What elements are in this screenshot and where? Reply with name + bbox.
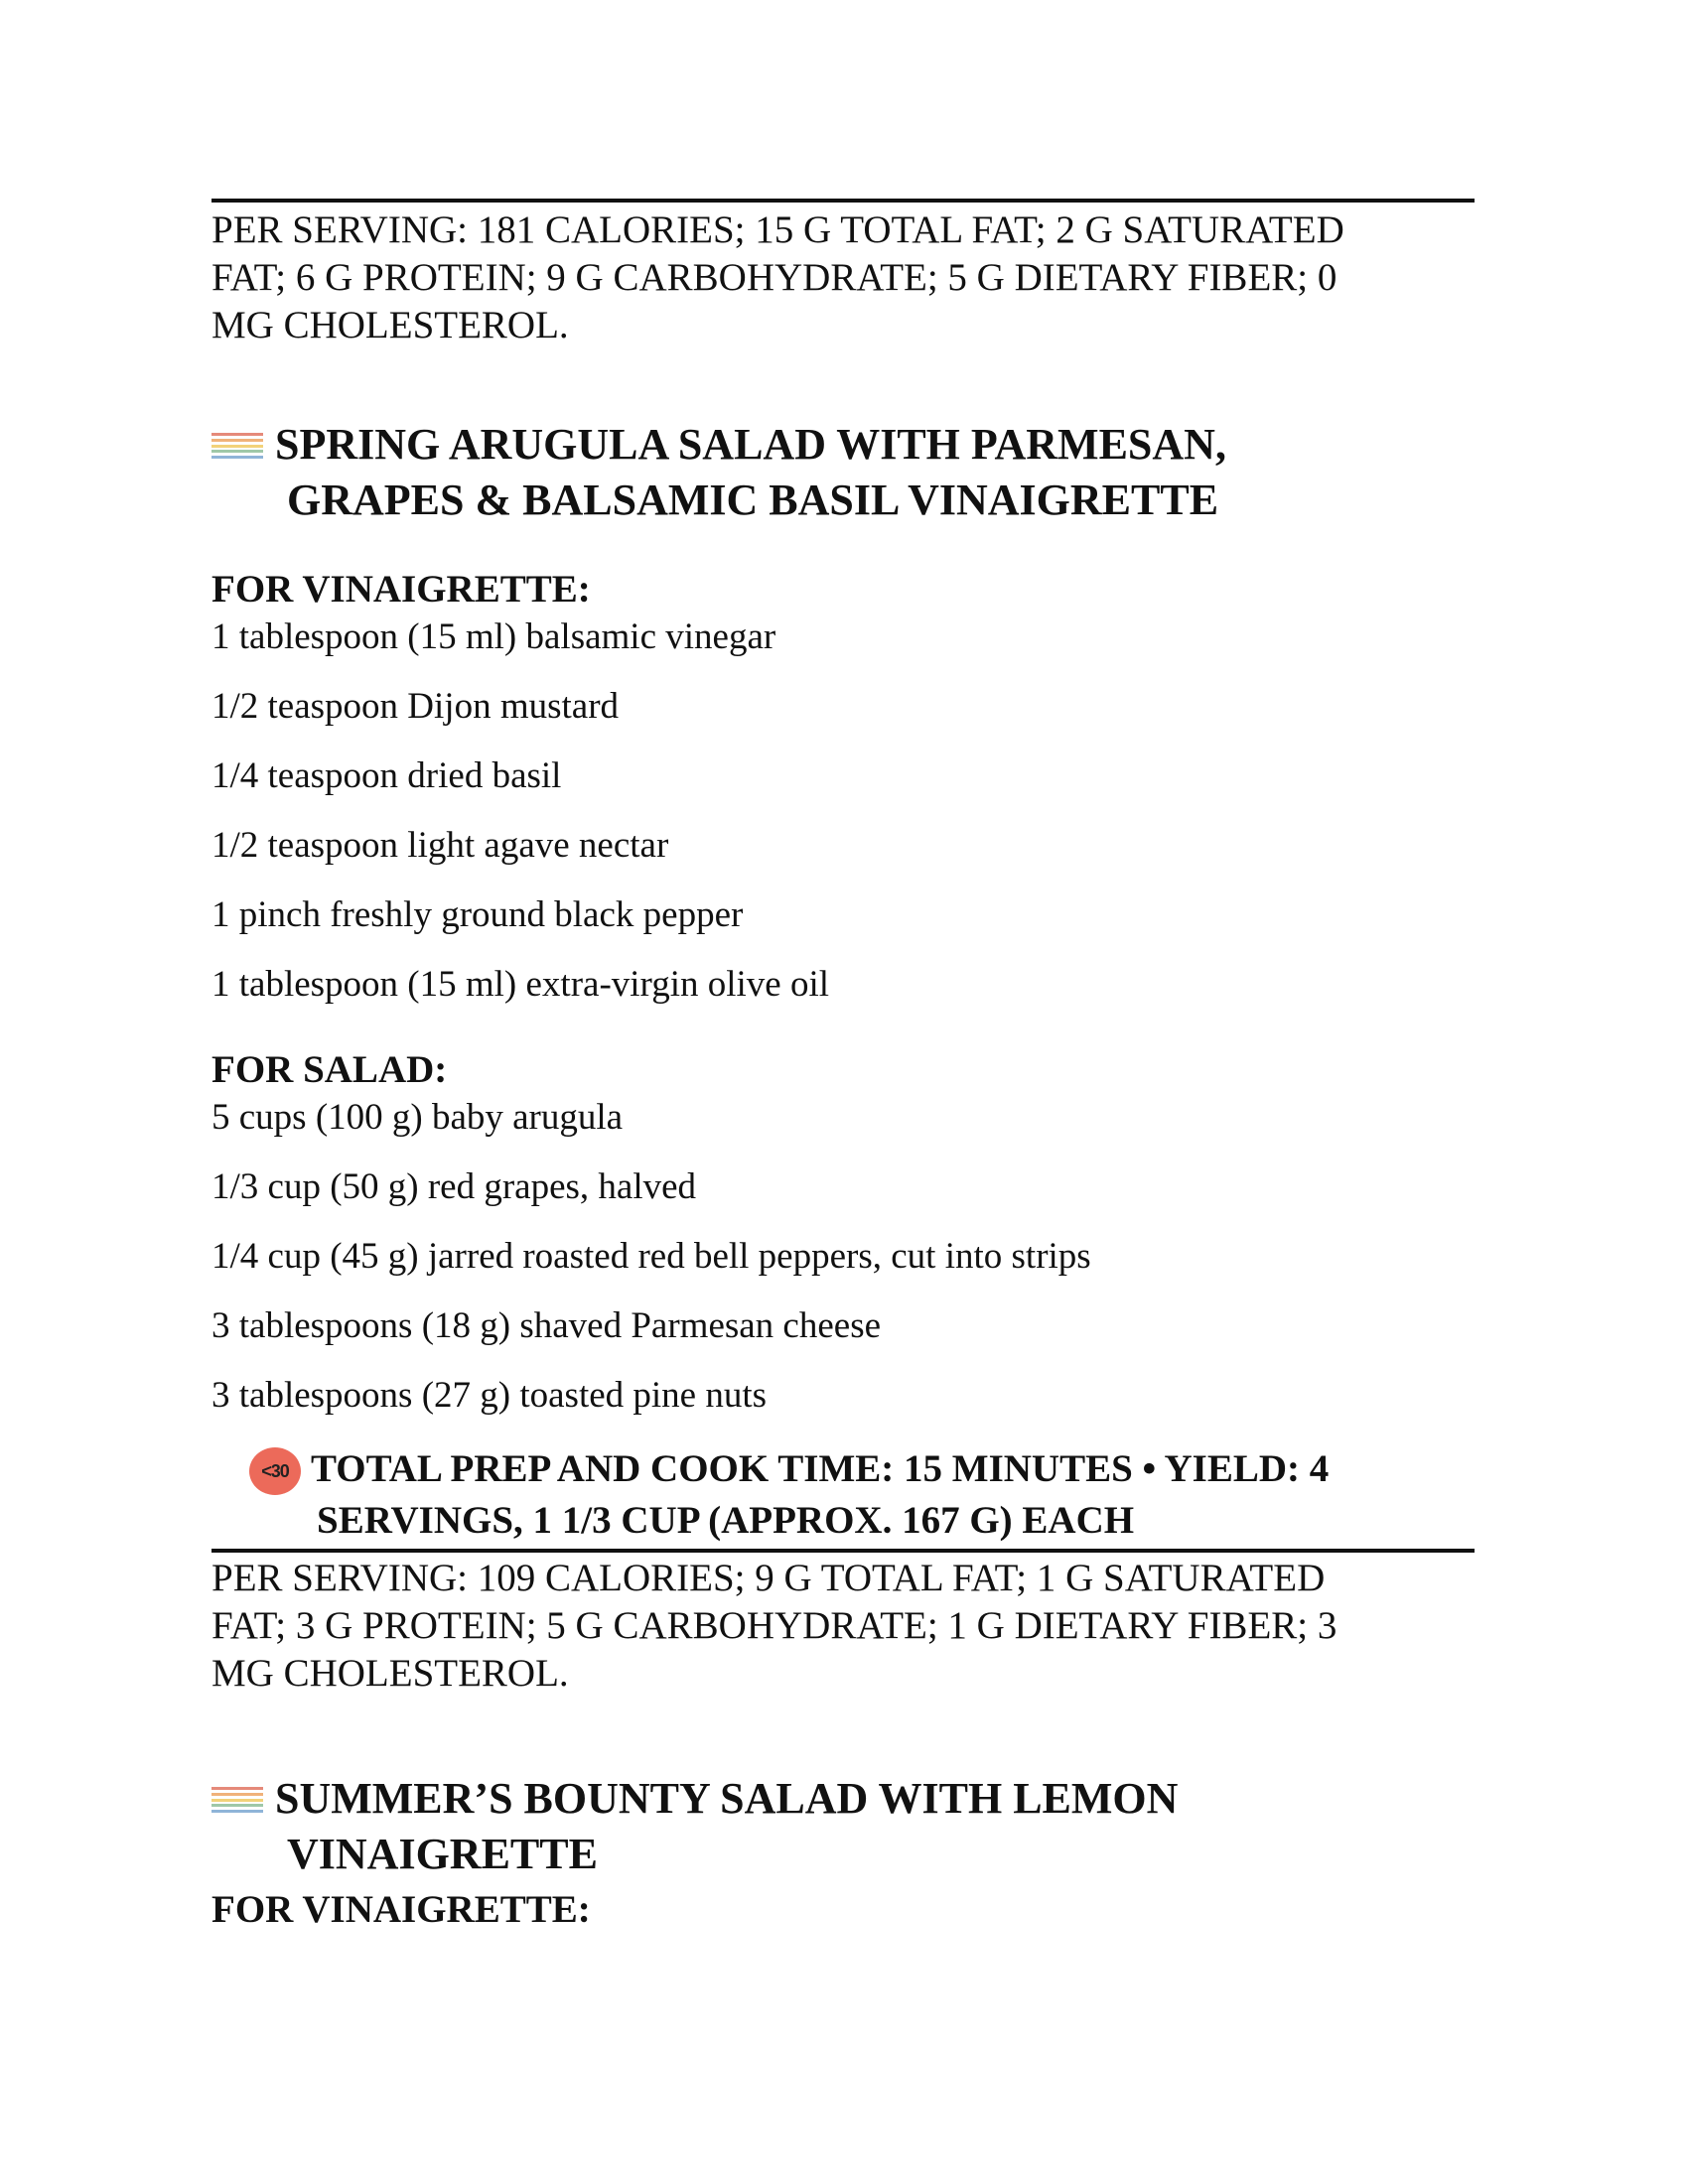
nutrition-line: FAT; 6 G PROTEIN; 9 G CARBOHYDRATE; 5 G DIETARY FIBER; 0 — [211, 256, 1337, 299]
divider-rule — [211, 1549, 1475, 1553]
ingredient-item: 3 tablespoons (18 g) shaved Parmesan cheese — [211, 1305, 882, 1346]
nutrition-line: PER SERVING: 109 CALORIES; 9 G TOTAL FAT; 1 G SATURATED — [211, 1557, 1326, 1599]
ingredient-item: 3 tablespoons (27 g) toasted pine nuts — [211, 1375, 768, 1416]
nutrition-info — [211, 206, 1475, 349]
nutrition-line: MG CHOLESTEROL. — [211, 1652, 569, 1695]
divider-rule — [211, 199, 1475, 203]
recipe-title — [211, 417, 1475, 528]
ingredient-item: 1/3 cup (50 g) red grapes, halved — [211, 1166, 697, 1207]
ingredient-item: 1/4 cup (45 g) jarred roasted red bell peppers, cut into strips — [211, 1236, 1091, 1277]
section-heading-salad: FOR SALAD: — [211, 1048, 448, 1091]
nutrition-line: MG CHOLESTEROL. — [211, 304, 569, 346]
ingredient-item: 1 tablespoon (15 ml) balsamic vinegar — [211, 616, 776, 657]
recipe-title-line: VINAIGRETTE — [287, 1830, 598, 1878]
recipe-title-line: SUMMER’S BOUNTY SALAD WITH LEMON — [275, 1774, 1179, 1823]
prep-time-yield — [211, 1443, 1475, 1547]
prep-time-line: TOTAL PREP AND COOK TIME: 15 MINUTES • YIELD: 4 — [311, 1447, 1330, 1490]
nutrition-line: PER SERVING: 181 CALORIES; 15 G TOTAL FAT; 2 G SATURATED — [211, 208, 1344, 251]
nutrition-line: FAT; 3 G PROTEIN; 5 G CARBOHYDRATE; 1 G DIETARY FIBER; 3 — [211, 1604, 1337, 1647]
recipe-title — [211, 1771, 1475, 1882]
nutrition-info — [211, 1555, 1475, 1698]
ingredient-item: 1/2 teaspoon Dijon mustard — [211, 686, 620, 727]
ingredient-item: 1 tablespoon (15 ml) extra-virgin olive oil — [211, 964, 830, 1005]
ingredient-item: 5 cups (100 g) baby arugula — [211, 1097, 624, 1138]
ingredient-item: 1 pinch freshly ground black pepper — [211, 894, 744, 935]
ingredient-list-vinaigrette — [211, 614, 1475, 1009]
salad-stripes-icon — [211, 433, 263, 459]
recipe-title-line: GRAPES & BALSAMIC BASIL VINAIGRETTE — [287, 476, 1219, 524]
ingredient-list-salad — [211, 1094, 1475, 1420]
under-30-badge-icon: <30 — [249, 1447, 301, 1495]
section-heading-vinaigrette: FOR VINAIGRETTE: — [211, 568, 591, 611]
ingredient-item: 1/4 teaspoon dried basil — [211, 755, 562, 796]
ingredient-item: 1/2 teaspoon light agave nectar — [211, 825, 669, 866]
salad-stripes-icon — [211, 1787, 263, 1813]
recipe-title-line: SPRING ARUGULA SALAD WITH PARMESAN, — [275, 420, 1226, 469]
recipe-page — [211, 199, 1475, 1934]
section-heading-vinaigrette: FOR VINAIGRETTE: — [211, 1888, 591, 1931]
prep-time-line: SERVINGS, 1 1/3 CUP (APPROX. 167 G) EACH — [317, 1499, 1135, 1542]
